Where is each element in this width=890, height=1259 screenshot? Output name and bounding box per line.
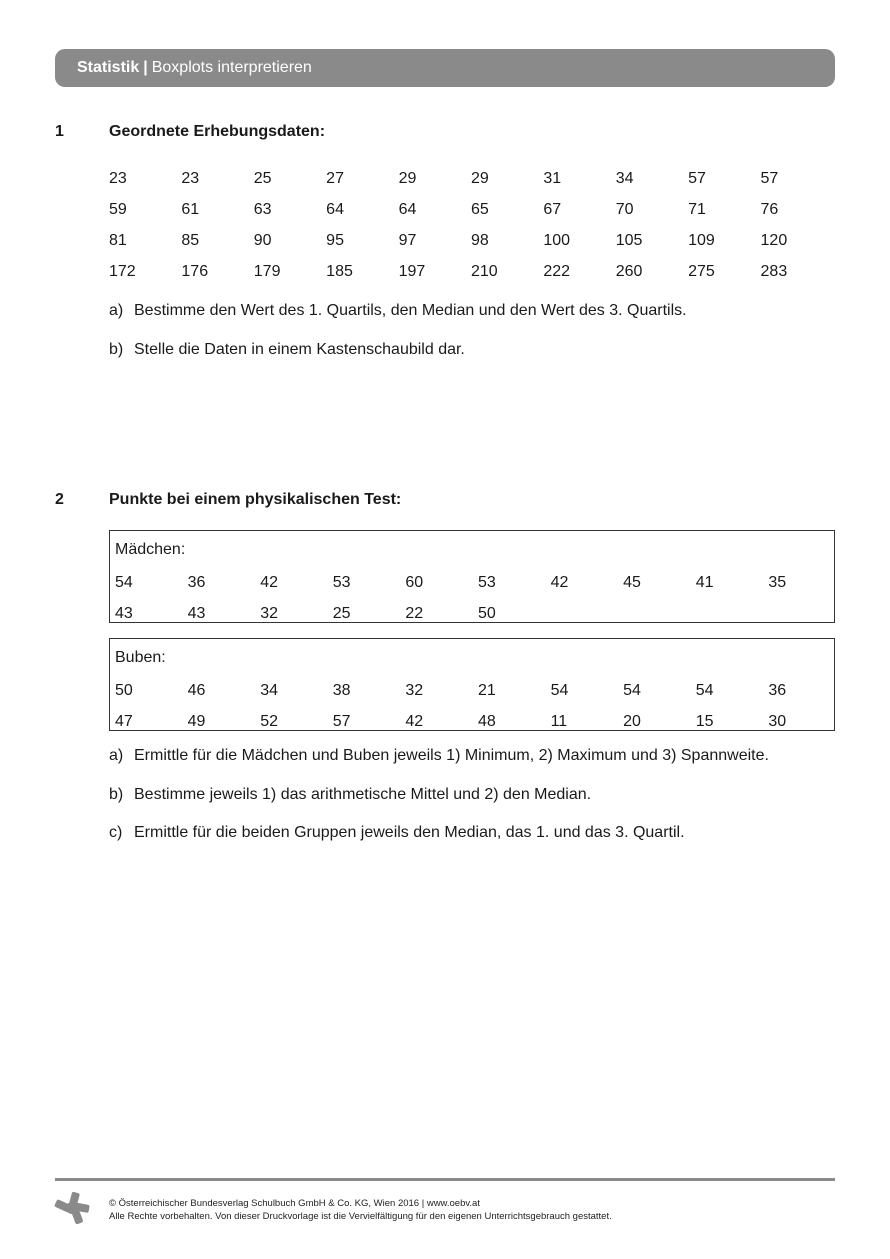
boys-data-row xyxy=(115,675,834,706)
data-value: 57 xyxy=(688,170,706,187)
boys-data-row xyxy=(115,706,834,737)
data-value: 42 xyxy=(405,713,424,730)
task-2-title: Punkte bei einem physikalischen Test: xyxy=(109,491,402,508)
data-value: 54 xyxy=(115,574,133,591)
data-value: 197 xyxy=(398,263,426,280)
data-value: 85 xyxy=(181,232,200,249)
data-value: 25 xyxy=(332,605,351,622)
task-1-question-b xyxy=(109,341,465,359)
data-value: 97 xyxy=(398,232,417,249)
data-value: 47 xyxy=(115,713,133,730)
question-text: Bestimme den Wert des 1. Quartils, den Median und den Wert des 3. Quartils. xyxy=(134,302,687,319)
task-1-question-a xyxy=(109,302,687,320)
data-value: 67 xyxy=(543,201,562,218)
publisher-logo-icon xyxy=(54,1190,90,1226)
data-value: 45 xyxy=(623,574,641,591)
data-value: 95 xyxy=(326,232,344,249)
task-1-data-grid xyxy=(109,163,833,287)
data-value: 90 xyxy=(253,232,272,249)
task-2-question-b xyxy=(109,786,591,804)
data-value: 64 xyxy=(326,201,344,218)
task-2-number: 2 xyxy=(55,491,64,508)
data-value: 61 xyxy=(181,201,200,218)
footer-copyright: © Österreichischer Bundesverlag Schulbuch GmbH & Co. KG, Wien 2016 | www.oebv.at xyxy=(109,1198,480,1209)
data-value: 260 xyxy=(615,263,643,280)
data-value: 120 xyxy=(760,232,788,249)
data-value: 11 xyxy=(550,713,568,730)
data-value: 71 xyxy=(688,201,706,218)
girls-data-row xyxy=(115,598,834,629)
data-value: 283 xyxy=(760,263,788,280)
data-value: 35 xyxy=(768,574,787,591)
footer-divider xyxy=(55,1178,835,1181)
data-value: 20 xyxy=(623,713,641,730)
data-value: 176 xyxy=(181,263,209,280)
question-text: Ermittle für die beiden Gruppen jeweils den Median, das 1. und das 3. Quartil. xyxy=(134,824,685,841)
data-value: 76 xyxy=(760,201,779,218)
header-subject: Statistik xyxy=(77,59,140,76)
data-value: 210 xyxy=(470,263,498,280)
data-value: 43 xyxy=(187,605,206,622)
data-value: 57 xyxy=(760,170,779,187)
question-text: Bestimme jeweils 1) das arithmetische Mittel und 2) den Median. xyxy=(134,786,592,803)
data-value: 36 xyxy=(768,682,787,699)
data-value: 34 xyxy=(615,170,634,187)
data-value: 185 xyxy=(326,263,353,280)
header-topic: Boxplots interpretieren xyxy=(151,59,312,76)
data-value: 38 xyxy=(332,682,351,699)
data-value: 54 xyxy=(550,682,569,699)
data-value: 60 xyxy=(405,574,424,591)
task-2-question-c xyxy=(109,824,685,842)
data-value: 43 xyxy=(115,605,133,622)
question-letter: b) xyxy=(109,341,124,358)
data-value: 81 xyxy=(109,232,127,249)
data-value: 59 xyxy=(109,201,127,218)
data-value: 50 xyxy=(115,682,133,699)
question-letter: b) xyxy=(109,786,124,803)
data-value: 32 xyxy=(260,605,278,622)
data-value: 179 xyxy=(253,263,281,280)
girls-label: Mädchen: xyxy=(115,541,186,558)
header-separator: | xyxy=(143,59,148,76)
data-value: 52 xyxy=(260,713,278,730)
data-value: 57 xyxy=(332,713,351,730)
data-value: 172 xyxy=(109,263,136,280)
task-1-data-row xyxy=(109,194,833,225)
data-value: 34 xyxy=(260,682,278,699)
girls-data-row xyxy=(115,567,834,598)
data-value: 64 xyxy=(398,201,417,218)
data-value: 42 xyxy=(550,574,569,591)
data-value: 30 xyxy=(768,713,787,730)
girls-data-box xyxy=(109,530,835,623)
data-value: 50 xyxy=(477,605,496,622)
footer-rights: Alle Rechte vorbehalten. Von dieser Druckvorlage ist die Vervielfältigung für den eigenen Unterrichtsgebrauch gestattet. xyxy=(109,1211,612,1222)
data-value: 36 xyxy=(187,574,206,591)
question-letter: c) xyxy=(109,824,123,841)
data-value: 65 xyxy=(470,201,489,218)
data-value: 98 xyxy=(470,232,489,249)
task-1-data-row xyxy=(109,163,833,194)
data-value: 31 xyxy=(543,170,562,187)
data-value: 53 xyxy=(477,574,496,591)
data-value: 54 xyxy=(623,682,641,699)
question-text: Stelle die Daten in einem Kastenschaubild dar. xyxy=(134,341,465,358)
data-value: 63 xyxy=(253,201,272,218)
question-letter: a) xyxy=(109,747,124,764)
header-bar xyxy=(55,49,835,87)
task-1-title: Geordnete Erhebungsdaten: xyxy=(109,123,326,140)
data-value: 41 xyxy=(695,574,714,591)
data-value: 23 xyxy=(181,170,200,187)
question-text: Ermittle für die Mädchen und Buben jeweils 1) Minimum, 2) Maximum und 3) Spannweite. xyxy=(134,747,769,764)
data-value: 32 xyxy=(405,682,424,699)
task-1-data-row xyxy=(109,225,833,256)
task-1-number: 1 xyxy=(55,123,64,140)
data-value: 29 xyxy=(470,170,489,187)
data-value: 48 xyxy=(477,713,496,730)
data-value: 222 xyxy=(543,263,571,280)
data-value: 29 xyxy=(398,170,417,187)
data-value: 105 xyxy=(615,232,643,249)
data-value: 109 xyxy=(688,232,715,249)
data-value: 100 xyxy=(543,232,571,249)
data-value: 23 xyxy=(109,170,127,187)
data-value: 15 xyxy=(695,713,714,730)
data-value: 70 xyxy=(615,201,634,218)
data-value: 27 xyxy=(326,170,344,187)
task-2-question-a xyxy=(109,747,769,765)
data-value: 49 xyxy=(187,713,206,730)
data-value: 21 xyxy=(477,682,496,699)
data-value: 275 xyxy=(688,263,715,280)
footer-text xyxy=(109,1197,612,1223)
boys-label: Buben: xyxy=(115,649,166,666)
data-value: 42 xyxy=(260,574,278,591)
data-value: 53 xyxy=(332,574,351,591)
question-letter: a) xyxy=(109,302,124,319)
boys-data-box xyxy=(109,638,835,731)
data-value: 46 xyxy=(187,682,206,699)
data-value: 25 xyxy=(253,170,272,187)
data-value: 22 xyxy=(405,605,424,622)
data-value: 54 xyxy=(695,682,714,699)
task-1-data-row xyxy=(109,256,833,287)
